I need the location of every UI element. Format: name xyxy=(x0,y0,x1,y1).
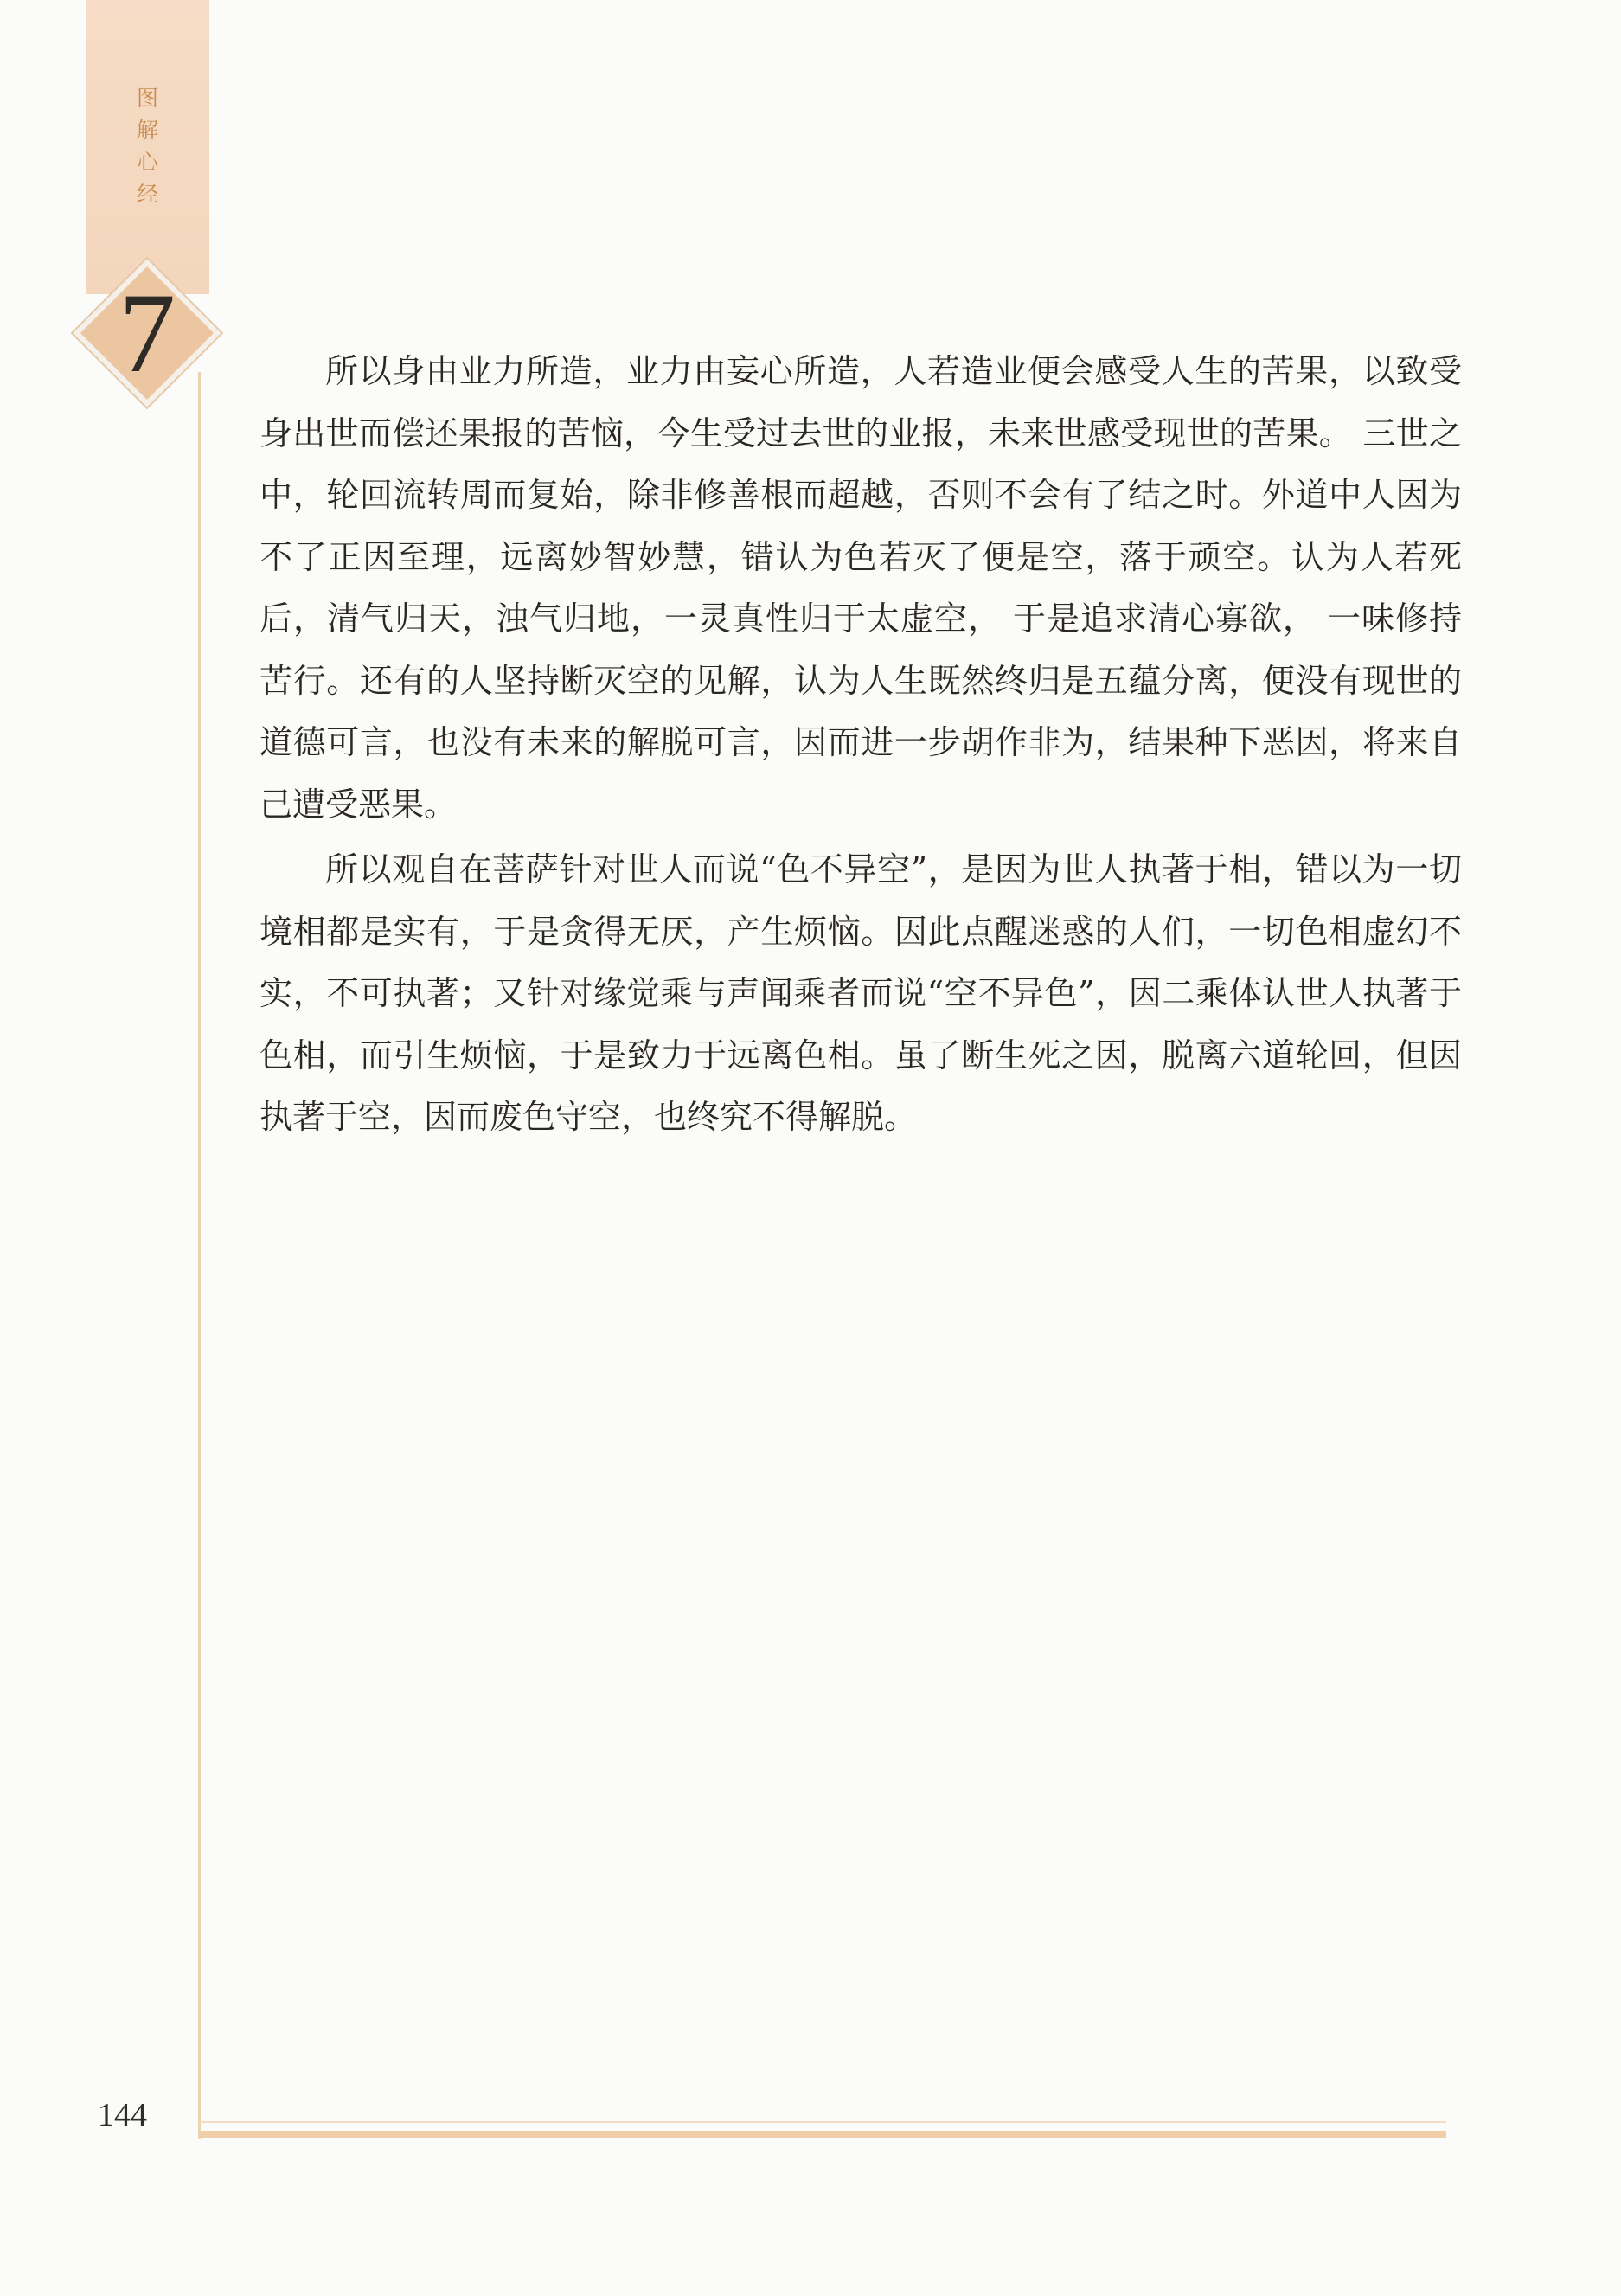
book-title-char: 经 xyxy=(136,182,159,207)
vertical-rule xyxy=(198,372,201,2139)
paragraph: 所以观自在菩萨针对世人而说“色不异空”，是因为世人执著于相，错以为一切境相都是实有，于是贪得无厌，产生烦恼。因此点醒迷惑的人们，一切色相虚幻不实，不可执著；又针对缘觉乘与声闻乘者而说“空不异色”，因二乘体认世人执著于色相，而引生烦恼，于是致力于远离色相。虽了断生死之因，脱离六道轮回，但因执著于空，因而废色守空，也终究不得解脱。 xyxy=(259,850,1462,1136)
chapter-number: 7 xyxy=(119,269,176,396)
book-title-vertical xyxy=(86,82,209,210)
footer-rule xyxy=(199,2131,1446,2138)
book-title-char: 解 xyxy=(136,118,159,143)
body-text xyxy=(259,341,1462,1149)
book-title-char: 图 xyxy=(136,86,159,111)
page-number: 144 xyxy=(98,2097,147,2133)
paragraph: 所以身由业力所造，业力由妄心所造，人若造业便会感受人生的苦果，以致受身出世而偿还果报的苦恼，今生受过去世的业报，未来世感受现世的苦果。 三世之中，轮回流转周而复始，除非修善根而超越，否则不会有了结之时。外道中人因为不了正因至理，远离妙智妙慧，错认为色若灭了便是空，落于顽空。认为人若死后，清气归天，浊气归地，一灵真性归于太虚空， 于是追求清心寡欲， 一味修持苦行。还有的人坚持断灭空的见解，认为人生既然终归是五蕴分离，便没有现世的道德可言，也没有未来的解脱可言，因而进一步胡作非为，结果种下恶因，将来自己遭受恶果。 xyxy=(259,352,1462,824)
book-title-char: 心 xyxy=(136,150,159,175)
footer-rule-thin xyxy=(199,2121,1446,2123)
